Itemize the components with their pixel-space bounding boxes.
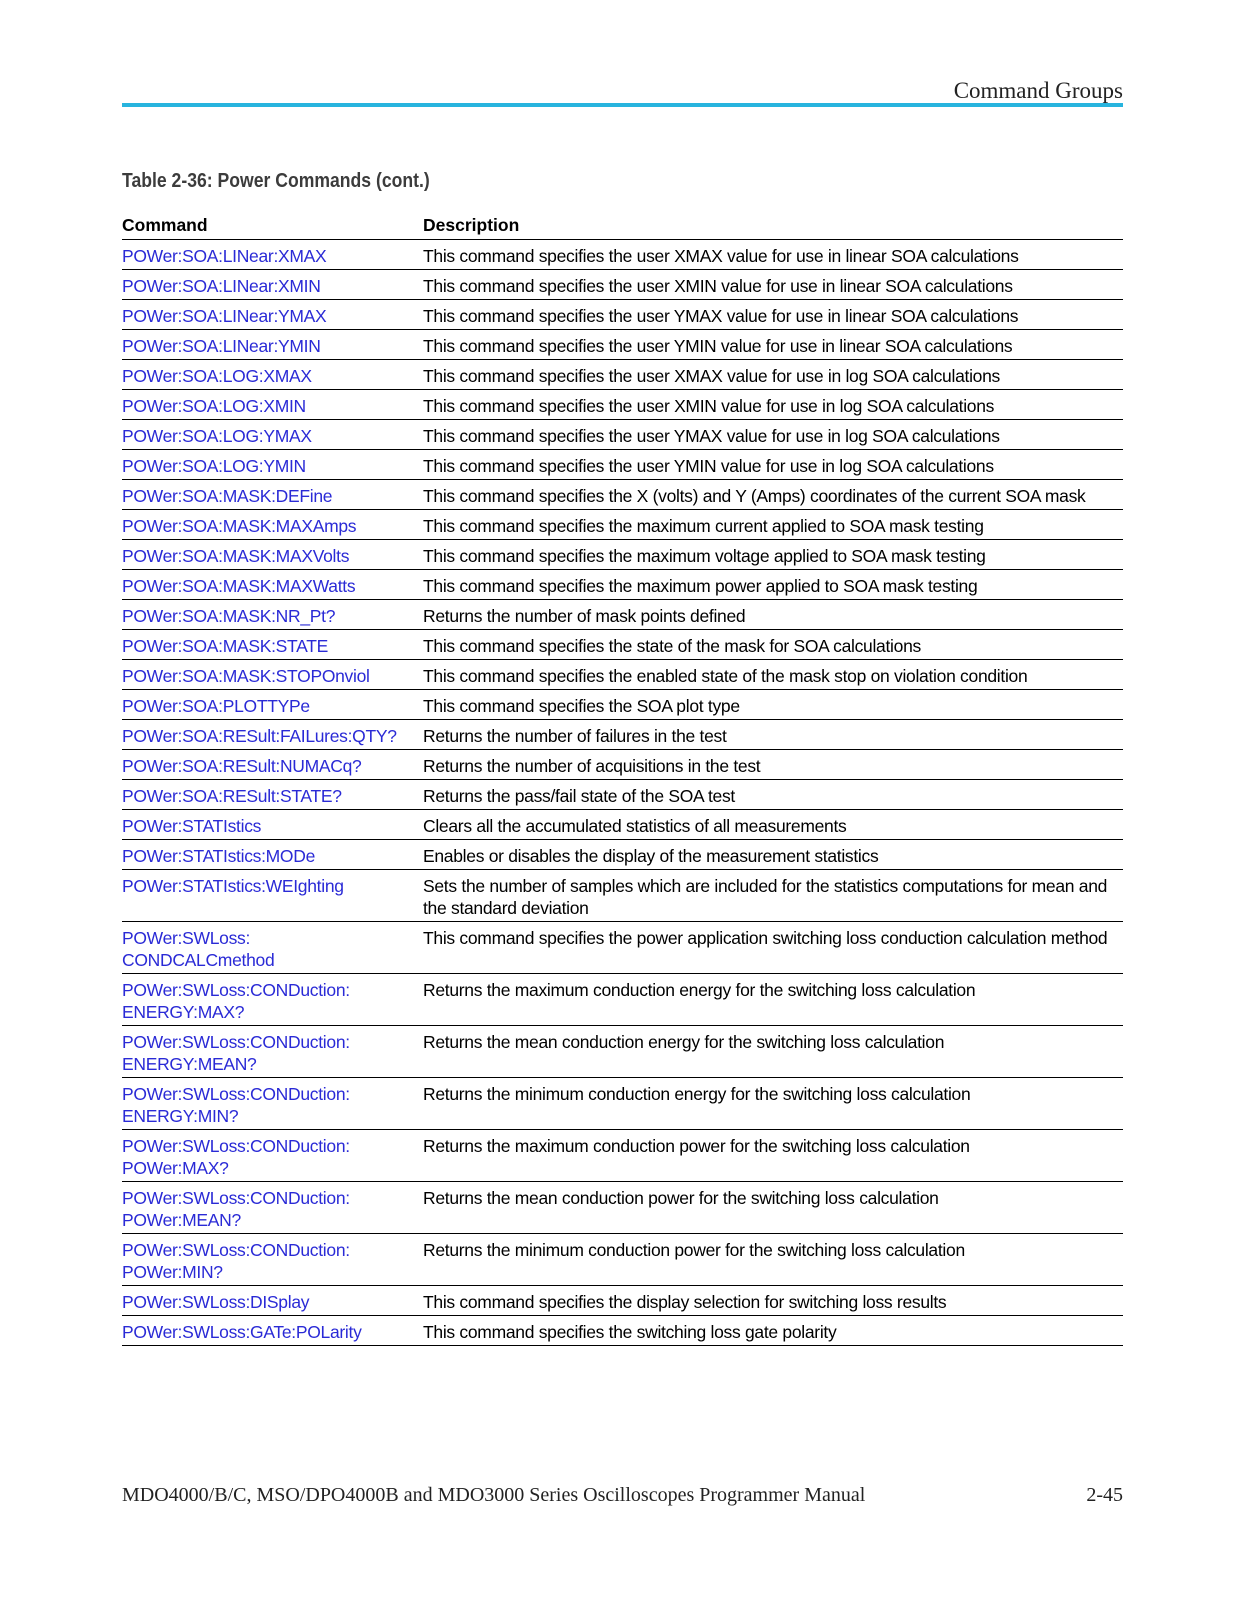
command-description: This command specifies the maximum current applied to SOA mask testing [423,510,1123,540]
command-description: Returns the number of acquisitions in the test [423,750,1123,780]
command-link[interactable]: POWer:SOA:RESult:FAILures:QTY? [122,720,423,750]
table-row [122,330,1123,360]
table-caption: Table 2-36: Power Commands (cont.) [122,170,430,192]
command-link[interactable]: POWer:SOA:RESult:STATE? [122,780,423,810]
command-description: This command specifies the user XMAX value for use in log SOA calculations [423,360,1123,390]
command-link[interactable]: POWer:SOA:MASK:MAXVolts [122,540,423,570]
command-link[interactable]: POWer:SWLoss:CONDuction: POWer:MEAN? [122,1182,423,1234]
command-link[interactable]: POWer:SOA:MASK:MAXWatts [122,570,423,600]
table-body [122,240,1123,1346]
command-link[interactable]: POWer:SOA:LOG:XMIN [122,390,423,420]
table-row [122,420,1123,450]
command-link[interactable]: POWer:SOA:MASK:STOPOnviol [122,660,423,690]
command-description: This command specifies the enabled state of the mask stop on violation condition [423,660,1123,690]
command-description: This command specifies the user YMAX value for use in log SOA calculations [423,420,1123,450]
command-description: Returns the number of mask points defined [423,600,1123,630]
command-description: Returns the minimum conduction energy for the switching loss calculation [423,1078,1123,1130]
table-row [122,270,1123,300]
command-description: Returns the mean conduction energy for the switching loss calculation [423,1026,1123,1078]
command-description: This command specifies the X (volts) and Y (Amps) coordinates of the current SOA mask [423,480,1123,510]
table-row [122,1026,1123,1078]
command-description: This command specifies the user YMAX value for use in linear SOA calculations [423,300,1123,330]
command-description: This command specifies the user YMIN value for use in linear SOA calculations [423,330,1123,360]
table-row [122,974,1123,1026]
command-description: This command specifies the switching loss gate polarity [423,1316,1123,1346]
command-link[interactable]: POWer:SWLoss:CONDuction: ENERGY:MIN? [122,1078,423,1130]
column-header-command: Command [122,208,423,240]
command-link[interactable]: POWer:SOA:MASK:STATE [122,630,423,660]
table-row [122,1234,1123,1286]
table-row [122,240,1123,270]
command-link[interactable]: POWer:STATIstics:WEIghting [122,870,423,922]
table-row [122,840,1123,870]
table-row [122,1130,1123,1182]
table-row [122,510,1123,540]
command-link[interactable]: POWer:SWLoss:CONDuction: ENERGY:MEAN? [122,1026,423,1078]
command-link[interactable]: POWer:SOA:LOG:YMAX [122,420,423,450]
command-link[interactable]: POWer:STATIstics [122,810,423,840]
command-link[interactable]: POWer:SOA:LOG:XMAX [122,360,423,390]
table-row [122,1316,1123,1346]
table-row [122,1286,1123,1316]
command-link[interactable]: POWer:SWLoss:GATe:POLarity [122,1316,423,1346]
table-row [122,300,1123,330]
command-description: This command specifies the maximum voltage applied to SOA mask testing [423,540,1123,570]
command-description: This command specifies the maximum power applied to SOA mask testing [423,570,1123,600]
command-description: This command specifies the user XMIN value for use in log SOA calculations [423,390,1123,420]
header-rule [122,103,1123,107]
command-link[interactable]: POWer:SOA:LINear:XMIN [122,270,423,300]
command-description: Clears all the accumulated statistics of all measurements [423,810,1123,840]
command-link[interactable]: POWer:SWLoss:CONDuction: POWer:MIN? [122,1234,423,1286]
table-row [122,720,1123,750]
command-description: Returns the maximum conduction energy for the switching loss calculation [423,974,1123,1026]
command-link[interactable]: POWer:SOA:MASK:MAXAmps [122,510,423,540]
table-row [122,870,1123,922]
command-description: Returns the maximum conduction power for the switching loss calculation [423,1130,1123,1182]
table-row [122,540,1123,570]
section-title: Command Groups [953,78,1123,103]
table-row [122,570,1123,600]
command-description: Returns the minimum conduction power for the switching loss calculation [423,1234,1123,1286]
command-link[interactable]: POWer:SWLoss:CONDuction: ENERGY:MAX? [122,974,423,1026]
table-row [122,780,1123,810]
command-description: Returns the number of failures in the test [423,720,1123,750]
table-row [122,1182,1123,1234]
command-link[interactable]: POWer:SWLoss: CONDCALCmethod [122,922,423,974]
table-row [122,450,1123,480]
table-row [122,360,1123,390]
command-link[interactable]: POWer:SOA:LINear:YMIN [122,330,423,360]
command-description: This command specifies the user XMAX value for use in linear SOA calculations [423,240,1123,270]
command-description: This command specifies the state of the mask for SOA calculations [423,630,1123,660]
footer-manual-title: MDO4000/B/C, MSO/DPO4000B and MDO3000 Series Oscilloscopes Programmer Manual [122,1484,866,1506]
table-row [122,810,1123,840]
table-row [122,660,1123,690]
command-link[interactable]: POWer:SWLoss:DISplay [122,1286,423,1316]
command-link[interactable]: POWer:SWLoss:CONDuction: POWer:MAX? [122,1130,423,1182]
table-row [122,480,1123,510]
command-link[interactable]: POWer:SOA:RESult:NUMACq? [122,750,423,780]
command-link[interactable]: POWer:SOA:PLOTTYPe [122,690,423,720]
command-description: Returns the pass/fail state of the SOA test [423,780,1123,810]
page-number: 2-45 [1086,1484,1123,1506]
power-commands-table [122,208,1123,1346]
command-description: Enables or disables the display of the measurement statistics [423,840,1123,870]
table-row [122,390,1123,420]
command-description: This command specifies the user XMIN value for use in linear SOA calculations [423,270,1123,300]
command-link[interactable]: POWer:SOA:MASK:DEFine [122,480,423,510]
command-link[interactable]: POWer:SOA:LOG:YMIN [122,450,423,480]
command-description: This command specifies the SOA plot type [423,690,1123,720]
table-row [122,630,1123,660]
table-row [122,1078,1123,1130]
table-row [122,922,1123,974]
command-link[interactable]: POWer:STATIstics:MODe [122,840,423,870]
table-row [122,600,1123,630]
table-row [122,750,1123,780]
command-description: This command specifies the display selection for switching loss results [423,1286,1123,1316]
column-header-description: Description [423,208,1123,240]
table-header-row [122,208,1123,240]
command-link[interactable]: POWer:SOA:LINear:YMAX [122,300,423,330]
command-link[interactable]: POWer:SOA:LINear:XMAX [122,240,423,270]
command-link[interactable]: POWer:SOA:MASK:NR_Pt? [122,600,423,630]
table-row [122,690,1123,720]
command-description: Sets the number of samples which are included for the statistics computations for mean and the standard deviation [423,870,1123,922]
command-description: This command specifies the power application switching loss conduction calculation method [423,922,1123,974]
command-description: Returns the mean conduction power for the switching loss calculation [423,1182,1123,1234]
command-description: This command specifies the user YMIN value for use in log SOA calculations [423,450,1123,480]
